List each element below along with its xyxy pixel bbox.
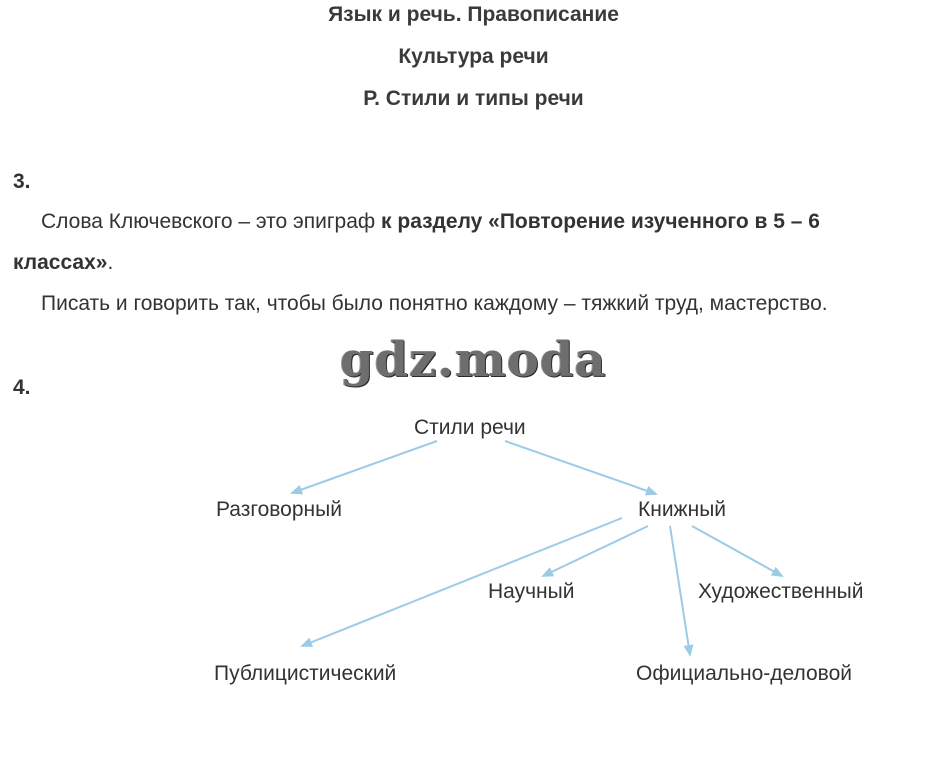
diagram-node-artistic: Художественный [698, 580, 864, 603]
arrow-bookish-to-scientific [543, 526, 648, 576]
diagram-node-official-business: Официально-деловой [636, 662, 852, 685]
task-3-number: 3. [13, 170, 31, 193]
arrow-root-to-conversational [292, 441, 437, 493]
heading-language-and-speech: Язык и речь. Правописание [328, 3, 619, 26]
heading-speech-styles: Р. Стили и типы речи [363, 87, 584, 110]
task-3-text-period: . [107, 251, 114, 274]
heading-speech-culture: Культура речи [398, 45, 549, 68]
task-3-text-plain: Слова Ключевского – это эпиграф [41, 210, 382, 233]
arrow-root-to-bookish [505, 441, 656, 494]
task-3-text-bold: к разделу «Повторение изученного в 5 – 6 [381, 210, 820, 233]
arrow-bookish-to-artistic [692, 526, 782, 576]
watermark-logo: gdz.moda [340, 332, 607, 388]
diagram-node-scientific: Научный [488, 580, 575, 603]
diagram-node-journalistic: Публицистический [214, 662, 397, 685]
diagram-node-bookish: Книжный [638, 498, 727, 521]
task-4-number: 4. [13, 376, 31, 399]
diagram-node-conversational: Разговорный [216, 498, 342, 521]
task-3-paragraph-2: Писать и говорить так, чтобы было понятно каждому – тяжкий труд, мастерство. [41, 292, 828, 315]
diagram-node-speech-styles: Стили речи [414, 416, 526, 439]
arrow-bookish-to-official [670, 526, 690, 655]
task-3-text-bold-continued: классах» [13, 251, 108, 274]
